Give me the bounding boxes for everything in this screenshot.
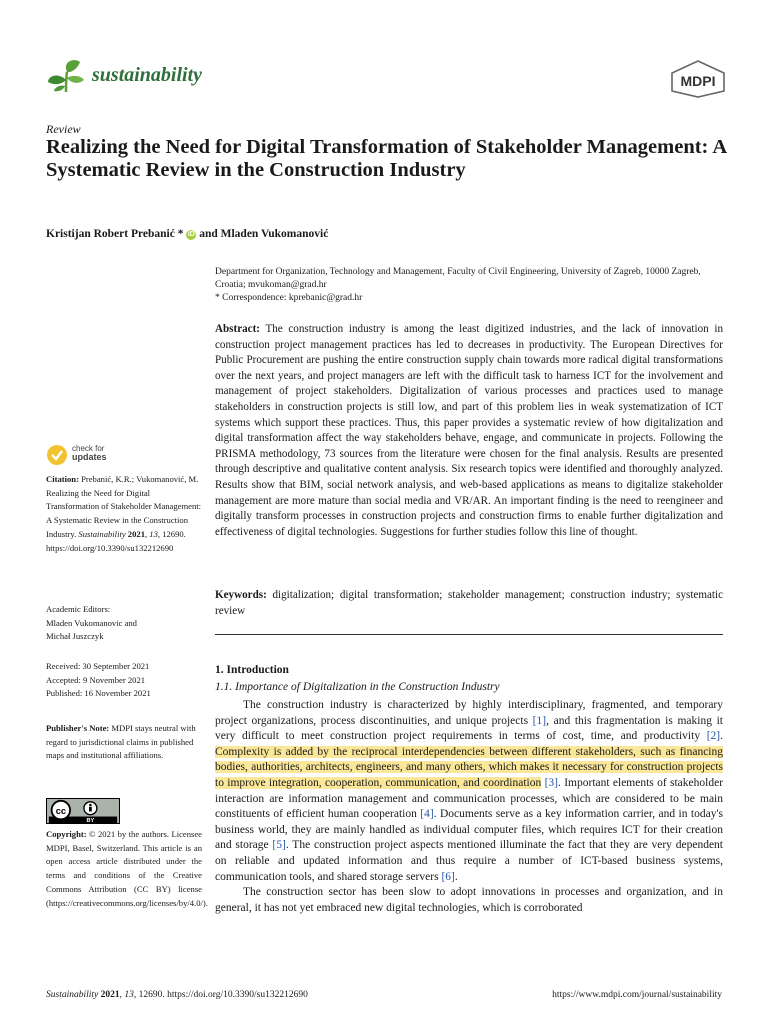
citation-block: Citation: Prebanić, K.R.; Vukomanović, M. Realizing the Need for Digital Transformation of Stakeholder Management: A Systematic Review in the Construction Industry. Sustainability 2021, 13, 12690. https://doi.org/10.3390/su132212690 [46,474,202,553]
citation-link[interactable]: [2] [706,730,721,743]
cc-badge-label: BY [86,818,95,824]
author-1[interactable]: Kristijan Robert Prebanić * [46,228,184,240]
subsection-title: 1.1. Importance of Digitalization in the Construction Industry [215,681,500,693]
orcid-icon[interactable]: iD [187,231,195,238]
mdpi-logo-text: MDPI [680,73,716,89]
paragraph-1: The construction industry is characterized by highly interdisciplinary, fragmented, and temporary project organizations, process discontinuities, and unique projects [1], and this fragmentation is making it very difficult to meet construction project requirements in terms of cost, time, and productivity [2]. Complexity is added by the reciprocal interdependencies between different stakeholders, such as financing bodies, authorities, architects, engineers, and many others, which makes it necessary for construction projects to improve integration, cooperation, communication, and coordination [3]. Important elements of stakeholder interaction are information management and communication processes, which are considered to be main constituents of efficient human cooperation [4]. Documents serve as a key information carrier, and in today's business world, they are mainly handled as individual computer files, which requires ICT for their creation and storage [5]. The construction project aspects mentioned illuminate the fact that they are very dependent on reliable and updated information and thus require a number of ICT-based business systems, communication tools, and shared storage servers [6]. [215,699,724,883]
correspondence: * Correspondence: kprebanic@grad.hr [215,293,363,303]
paragraph-2: The construction sector has been slow to adopt innovations in processes and organization, and in general, it has not yet embraced new digital technologies, which is corroborated [215,886,723,914]
keywords-text: digitalization; digital transformation; stakeholder management; construction industry; systematic review [215,589,723,617]
section-title-introduction: 1. Introduction [215,664,289,676]
citation-link[interactable]: [5] [272,839,286,852]
citation-link[interactable]: [3] [544,776,559,789]
highlighted-text: Complexity is added by the reciprocal interdependencies between different stakeholders, such as financing bodies, authorities, architects, engineers, and many others, which makes it necessary for construction projects to improve integration, cooperation, communication, and coordination [215,745,723,789]
publisher-note: Publisher's Note: MDPI stays neutral with regard to jurisdictional claims in published maps and institutional affiliations. [46,723,196,761]
publication-dates [46,660,202,701]
footer-journal-url[interactable]: https://www.mdpi.com/journal/sustainability [552,990,722,1000]
keywords [215,588,723,619]
academic-editors: Academic Editors: Mladen Vukomanovic and Michał Juszczyk [46,604,137,642]
check-for-updates-text: check for updates [72,444,107,462]
check-for-updates-badge[interactable] [46,444,202,468]
sustainability-leaf-logo-icon [46,58,86,94]
keywords-label: Keywords: [215,589,267,601]
copyright-notice: Copyright: © 2021 by the authors. Licensee MDPI, Basel, Switzerland. This article is an open access article distributed under the terms and conditions of the Creative Commons Attribution (CC BY) license (https://creativecommons.org/licenses/by/4.0/). [46,829,208,908]
citation-doi-link[interactable]: , 12690. https://doi.org/10.3390/su132212690 [46,528,186,553]
footer-doi-link[interactable]: , 12690. https://doi.org/10.3390/su132212690 [133,990,308,1000]
svg-text:cc: cc [55,805,66,816]
author-2[interactable]: and Mladen Vukomanović [199,228,329,240]
journal-name: sustainability [92,64,203,86]
article-title: Realizing the Need for Digital Transformation of Stakeholder Management: A Systematic Review in the Construction Industry [46,136,727,181]
published-date: Published: 16 November 2021 [46,688,151,699]
citation-link[interactable]: [6] [441,870,455,883]
creative-commons-license-icon[interactable] [46,798,120,824]
affiliations [215,266,725,305]
abstract [215,322,723,540]
section-divider [215,634,723,635]
journal-header [46,58,726,98]
mdpi-logo-icon [670,60,726,98]
authors [46,228,328,240]
citation-link[interactable]: [4] [420,808,434,821]
abstract-label: Abstract: [215,323,260,335]
affiliation-1: Department for Organization, Technology and Management, Faculty of Civil Engineering, University of Zagreb, 10000 Zagreb, Croatia; mvukoman@grad.hr [215,267,701,290]
check-for-updates-icon [46,444,68,466]
citation-link[interactable]: [1] [532,714,547,727]
accepted-date: Accepted: 9 November 2021 [46,674,146,685]
introduction-body [215,698,723,916]
abstract-text: The construction industry is among the least digitized industries, and the lack of innovation in construction project management practices has led to decreases in productivity. The European Directives for Public Procurement are pushing the entire construction supply chain towards more radical digital transformations over the next years, and project managers are left with the difficult task to harness ICT for the involvement and management of project stakeholders. Digitalization of various processes and practices used to manage stakeholders in construction projects is still low, and part of this problem lies in weak systematization of ICT systems which support these practices. Thus, this paper provides a systematic review of how digitalization and digital transformation affect the way stakeholders behave, engage, and communicate in projects. Following the PRISMA methodology, 73 sources from the literature were chosen for the final analysis. Results are presented through descriptive and qualitative content analysis. Six research topics were identified and thoroughly analyzed. Results show that BIM, social network analysis, and web-based applications as means to digitalize stakeholder management are more mature than social media and VR/AR. An important finding is the need to reengineer and digitally transform processes in construction projects and construction firms to enable further digitalization and effectiveness of digital technologies. Suggestions for further studies follow this line of thought. [215,323,723,538]
received-date: Received: 30 September 2021 [46,661,150,671]
footer-citation: Sustainability 2021, 13, 12690. https://doi.org/10.3390/su132212690 [46,990,308,1000]
article-type: Review [46,122,81,136]
